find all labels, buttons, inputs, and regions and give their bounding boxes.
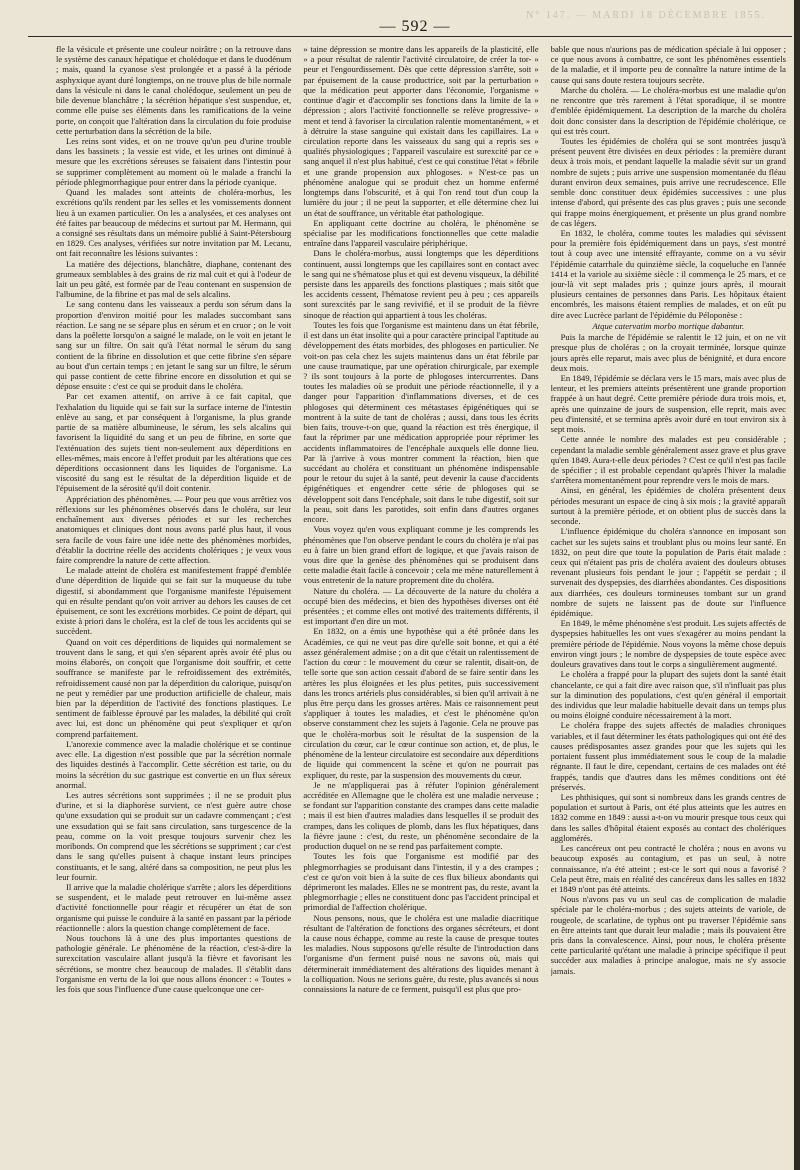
- paragraph: Toutes les fois que l'organisme est maintenu dans un état fébrile, il est dans un état insolite qui a pour caractère principal l'aptitude au développement des états morbides, des phlogoses en particulier. Ne voit-on pas cela chez les sujets maintenus dans un état fébrile par une cause traumatique, par une opération chirurgicale, par exemple ? ils sont toujours à la porte de phlogoses intercurrentes. Dans toutes les maladies où se produit une période réactionnelle, il y a danger pour l'apparition d'inflammations diverses, et de ces phlogoses qui déterminent ces métastases épigénétiques qui se montrent à la suite de tant de choléras ; aussi, dans tous les écrits bien faits, trouve-t-on que, quand la réaction est très énergique, il faut la réprimer par une médication appropriée pour réprimer les accidents inflammatoires de l'encéphale auxquels elle donne lieu. Par là j'arrive à vous montrer comment la réaction, bien que succédant au choléra et constituant un phénomène indispensable pour le retour du sujet à la santé, peut devenir la cause d'accidents épigénétiques et engendrer cette série de phlogoses qui se développent soit dans l'encéphale, soit dans le tube digestif, soit sur la peau, soit dans les parotides, soit enfin dans d'autres organes encore.: [303, 319, 539, 525]
- paragraph: Par cet examen attentif, on arrive à ce fait capital, que l'exhalation du liquide qui se fait sur la surface interne de l'intestin enlève au sang, et par conséquent à l'organisme, la plus grande partie de sa matière albumineuse, le sérum, les sels alcalins qui favorisent la liquidité du sang et un peu de fibrine, en sorte que l'exténuation des sujets tient non-seulement aux déperditions en elles-mêmes, mais encore à l'effet produit par les altérations que ces déperditions occasionnent dans les liquides de l'organisme. La viscosité du sang est le résultat de la déperdition liquide et de l'épuisement de la sérosité qu'il doit contenir.: [56, 391, 292, 494]
- paragraph: La matière des déjections, blanchâtre, diaphane, contenant des grumeaux semblables à des grains de riz mal cuit et qui à l'odeur de lait un peu gâté, est formée par de l'eau contenant en suspension de l'albumine, de la fibrine et pas mal de sels alcalins.: [56, 258, 292, 300]
- paragraph: Le sang contenu dans les vaisseaux a perdu son sérum dans la proportion d'environ moitié pour les malades succombant sans réaction. Le sang ne se sépare plus en sérum et en cruor ; on le voit dans la poêlette lorsqu'on a saigné le malade, on le voit en jetant le sang sur un filtre. On sait qu'à l'état normal le sérum du sang contient de la fibrine en dissolution et que cette fibrine s'en sépare au bout d'un certain temps ; en jetant le sang sur un filtre, le sérum qui passe contient de cette fibrine encore en dissolution et qui se dépose ensuite : c'est ce qui se produit dans le choléra.: [56, 299, 292, 392]
- paragraph: Les cancéreux ont peu contracté le choléra ; nous en avons vu beaucoup exposés au contagium, et pas un seul, à notre connaissance, n'a été atteint ; est-ce le sort qui nous a favorisé ? Cela peut être, mais en réalité des cancéreux dans les salles en 1832 et 1849 n'ont pas été atteints.: [550, 843, 786, 894]
- paragraph: Toutes les fois que l'organisme est modifié par des phlegmorrhagies se produisant dans l'intestin, il y a des crampes ; c'est ce qu'on voit bien à la suite de ces flux bilieux abondants qui déprimeront les malades. Elles ne se montrent pas, du reste, avant la phlegmorrhagie ; elles ne constituent donc pas l'accident principal et primordial de l'affection cholérique.: [303, 851, 539, 913]
- paragraph: En 1849, le même phénomène s'est produit. Les sujets affectés de dyspepsies habituelles les ont vues s'exagérer au moins pendant la première période de l'épidémie. Nous voyons la même chose depuis environ vingt jours ; le nombre de dyspepsies de toute espèce avec douleurs gravatives dans tout le corps a singulièrement augmenté.: [550, 618, 786, 670]
- paragraph: Le choléra frappe des sujets affectés de maladies chroniques variables, et il faut déterminer les états pathologiques qui ont été des causes prédisposantes assez grandes pour que les sujets qui les portaient fussent plus immédiatement sous le coup de la maladie régnante. Il faut le dire, cependant, certains de ces malades ont été frappés, tandis que d'autres dans les mêmes conditions ont été préservés.: [550, 720, 786, 792]
- paragraph: » taine dépression se montre dans les appareils de la plasticité, elle » a pour résultat de ralentir l'activité circulatoire, de créer la tor- » peur et l'engourdissement. Dès que cette dépression s'arrête, soit » par épuisement de la cause productrice, soit par la perturbation » que la médication peut apporter dans l'économie, l'organisme » continue d'agir et d'accomplir ses fonctions dans la limite de la » dépression ; alors l'activité fonctionnelle se relève progressive- » ment et tend à favoriser la circulation ralentie momentanément, » et à détruire la stase sanguine qui existait dans les capillaires. La » circulation reporte dans les vaisseaux du sang qui a repris ses » qualités physiologiques ; l'appareil vasculaire est surexcité par ce » sang anquel il n'est plus habitué, c'est ce qui constitue l'état » fébrile et une grande propension aux phlogoses. » N'est-ce pas un phénomène analogue qui se produit chez un homme enfermé longtemps dans l'obscurité, et à qui l'on rend tout d'un coup la lumière du jour ; il ne peut la supporter, et elle détermine chez lui un état de souffrance, un véritable état pathologique.: [303, 44, 539, 218]
- running-head: N° 147. — MARDI 18 DÉCEMBRE 1855.: [525, 10, 766, 21]
- header-rule: [28, 36, 792, 37]
- paragraph: En 1849, l'épidémie se déclara vers le 15 mars, mais avec plus de lenteur, et les premiers atteints présentèrent une grande proportion frappée à un haut degré. Cette première période dura trois mois, et, après une quinzaine de jours de suspension, elle reprit, mais avec peu d'intensité, et se termina après avoir duré en tout environ six à sept mois.: [550, 373, 786, 435]
- paragraph: Le choléra a frappé pour la plupart des sujets dont la santé était chancelante, ce qui a fait dire avec raison que, s'il n'influait pas plus sur la diminution des populations, c'est qu'en général il emportait des individus que leur maladie habituelle devait dans un temps plus ou moins éloigné conduire nécessairement à la mort.: [550, 669, 786, 721]
- paragraph: Les autres sécrétions sont supprimées ; il ne se produit plus d'urine, et si la diaphorèse survient, ce n'est guère autre chose qu'une exsudation qui se produit sur un cadavre commençant ; c'est une exsudation qui se fait sans circulation, sans turgescence de la peau, comme on la voit presque toujours survenir chez les moribonds. On comprend que les sécrétions se suppriment ; car c'est dans le sang qu'elles puisent à chaque instant leurs principes constituants, et le sang, altéré dans sa composition, ne peut plus les leur fournir.: [56, 789, 292, 882]
- paragraph: Appréciation des phénomènes. — Pour peu que vous arrêtiez vos réflexions sur les phénomènes observés dans le choléra, sur leur enchaînement aux diverses périodes et sur les recherches anatomiques et cliniques dont nous avons parlé plus haut, il vous sera facile de vous faire une idée nette des phénomènes morbides, d'établir la doctrine réelle des accidents cholériques ; je veux vous faire comprendre la nature de cette affection.: [56, 493, 292, 565]
- paragraph: bable que nous n'aurions pas de médication spéciale à lui opposer ; ce que nous avons à combattre, ce sont les phénomènes essentiels de la maladie, et il importe peu de connaître la nature intime de la cause qui sans doute restera toujours secrète.: [550, 44, 786, 85]
- column-3: [551, 44, 786, 1154]
- paragraph: Toutes les épidémies de choléra qui se sont montrées jusqu'à présent peuvent être divisées en deux périodes : la première durant deux à trois mois, et pendant laquelle la maladie sévit sur un grand nombre de sujets ; puis arrive une suspension momentanée du fléau durant environ deux semaines, puis arrive une recrudescence. Elle semble donc constituer deux épidémies successives : une plus intense d'abord, qui présente des cas plus graves ; puis une seconde qui frappe moins énergiquement, et présente un plus grand nombre de cas légers.: [550, 135, 786, 228]
- paragraph: En appliquant cette doctrine au choléra, le phénomène se spécialise par les modifications fonctionnelles que cette maladie entraîne dans l'appareil vasculaire périphérique.: [303, 217, 539, 249]
- paragraph: En 1832, le choléra, comme toutes les maladies qui sévissent pour la première fois épidémiquement dans un pays, s'est montré tout à coup avec une intensité effrayante, comme on a vu sévir l'épidémie catarrhale du quinzième siècle, la coqueluche en l'année 1414 et la variole au sixième siècle : il commença le 25 mars, et ce jour-là vit sept malades pris ; quinze jours après, il mourait plusieurs centaines de personnes dans Paris. Les hôpitaux étaient encombrés, les maisons étaient remplies de malades, et on eût pu dire avec Lucrèce parlant de l'épidémie du Péloponèse :: [550, 227, 786, 320]
- paragraph: Nous pensons, nous, que le choléra est une maladie diacritique résultant de l'altération de fonctions des organes sécréteurs, et dont la cause nous échappe, comme au reste la cause de presque toutes les maladies. Nous supposons qu'elle résulte de l'introduction dans l'organisme d'un ferment puisé nous ne savons où, mais qui déterminerait immédiatement des altérations des liquides menant à la colliquation. Nous ne serions guère, du reste, plus avancés si nous connaissions la nature de ce ferment, puisqu'il est plus que pro-: [303, 912, 539, 995]
- paragraph: Nature du choléra. — La découverte de la nature du choléra a occupé bien des médecins, et bien des hypothèses diverses ont été présentées ; et comme elles ont motivé des traitements différents, il est important d'en dire un mot.: [303, 585, 539, 627]
- paragraph: Le malade atteint de choléra est manifestement frappé d'emblée d'une déperdition de liquide qui se fait sur la muqueuse du tube digestif, si abondamment que l'organisme manifeste l'épuisement qui en résulte pendant qu'on voit arriver au dehors les causes de cet épuisement, ce sont les excrétions morbides. Ce point de départ, qui existe à priori dans le choléra, est la clef de tous les accidents qui se succèdent.: [56, 565, 292, 637]
- paragraph: fle la vésicule et présente une couleur noirâtre ; on la retrouve dans le système des canaux hépatique et cholédoque et dans le duodénum ; mais, quand la cyanose s'est prolongée et a passé à la période asphyxique ayant duré longtemps, on ne trouve plus de bile normale dans la vésicule ni dans le canal cholédoque, seulement un peu de bile devenue blanchâtre ; la sécrétion hépatique s'est suspendue, et, comme elle puise ses éléments dans les ramifications de la veine porte, on conçoit que l'altération dans la circulation du foie produise cette perturbation dans la sécrétion de la bile.: [56, 44, 292, 136]
- paragraph: L'influence épidémique du choléra s'annonce en imposant son cachet sur les sujets sains et troublant plus ou moins leur santé. En 1832, on peut dire que toute la population de Paris était malade : ceux qui n'étaient pas pris de choléra avaient des douleurs obtuses revenant plusieurs fois pendant le jour ; l'appétit se perdait ; il survenait des dyspepsies, des diarrhées abondantes. Ces dispositions aux diarrhées, ces douleurs tormineuses tombant sur un grand nombre de sujets ne laissent pas de doute sur l'influence épidémique.: [550, 526, 786, 619]
- paragraph: Nous touchons là à une des plus importantes questions de pathologie générale. Le phénomène de la réaction, c'est-à-dire la surexcitation vasculaire allant jusqu'à la fièvre et favorisant les sécrétions, se montre chez beaucoup de malades. Il s'établit dans l'organisme en vertu de la loi que nous allons énoncer : « Toutes » les fois que sous l'influence d'une cause quelconque une cer-: [56, 933, 292, 995]
- quotation: Atque catervatim morbo mortique dabantur.: [592, 320, 745, 331]
- paragraph: Quand on voit ces déperditions de liquides qui normalement se trouvent dans le sang, et qui s'en séparent après avoir été plus ou moins élaborés, on conçoit que l'organisme doit souffrir, et cette souffrance se manifeste par le refroidissement des extrémités, refroidissement causé non par la déperdition du calorique, puisqu'on ne peut y remédier par une production artificielle de chaleur, mais bien par la déperdition de l'activité des fonctions plastiques. Le sentiment de faiblesse éprouvé par les malades, la débilité qui croît avec lui, est donc un phénomène qui peut s'expliquer et qu'on comprend parfaitement.: [56, 636, 292, 739]
- paragraph: Cette année le nombre des malades est peu considérable ; cependant la maladie semble généralement assez grave et plus grave qu'en 1849. Aura-t-elle deux périodes ? C'est ce qu'il n'est pas facile de spécifier ; il est probable cependant qu'après l'hiver la maladie s'arrêtera momentanément pour reprendre vers le mois de mars.: [550, 434, 786, 486]
- paragraph: Les phthisiques, qui sont si nombreux dans les grands centres de population et surtout à Paris, ont été plus atteints que les autres en 1832 comme en 1849 : aussi a-t-on vu mourir presque tous ceux qui dans les salles d'hôpital étaient exposés au contact des cholériques agglomérés.: [550, 791, 786, 843]
- text-columns: [56, 44, 786, 1154]
- paragraph: Marche du choléra. — Le choléra-morbus est une maladie qu'on ne rencontre que très rarement à l'état sporadique, il se montre d'emblée épidémiquement. La description de la marche du choléra doit donc consister dans la description de l'épidémie cholérique, ce qui est très court.: [550, 84, 786, 136]
- paragraph: Quand les malades sont atteints de choléra-morbus, les excrétions qu'ils rendent par les selles et les vomissements donnent lieu à un examen particulier. On les a analysées, et ces analyses ont été faites par beaucoup de médecins et surtout par M. Hermann, qui a consigné ses résultats dans un mémoire publié à Saint-Pétersbourg en 1829. Ces analyses, vérifiées sur notre invitation par M. Lecanu, ont fait reconnaître les lésions suivantes :: [56, 187, 292, 259]
- column-2: [303, 44, 538, 1154]
- paragraph: Je ne m'appliquerai pas à réfuter l'opinion généralement accréditée en Allemagne que le choléra est une maladie nerveuse ; se fondant sur l'apparition constante des crampes dans cette maladie ; mais il est bien d'autres maladies dans lesquelles il se produit des crampes, dans les coliques de plomb, dans les flux hépatiques, dans la fièvre jaune : c'est, du reste, un phénomène secondaire de la production duquel on ne se rend pas parfaitement compte.: [303, 779, 539, 852]
- page-header: [40, 8, 790, 36]
- column-1: [56, 44, 291, 1154]
- paragraph: Puis la marche de l'épidémie se ralentit le 12 juin, et on ne vit presque plus de choléras ; on la croyait terminée, lorsque quinze jours après elle reparut, mais avec plus de bénignité, et dura encore deux mois.: [550, 332, 786, 373]
- paragraph: L'anorexie commence avec la maladie cholérique et se continue avec elle. La digestion n'est possible que par la sécrétion normale des liquides destinés à l'accomplir. Cette sécrétion est tarie, ou du moins la sécrétion du suc gastrique est convertie en un flux séreux anormal.: [56, 738, 292, 790]
- paragraph: Vous voyez qu'en vous expliquant comme je les comprends les phénomènes que l'on observe pendant le cours du choléra je n'ai pas eu à faire un bien grand effort de logique, et que j'avais raison de vous dire que la genèse des phénomènes qui se produisent dans cette maladie était facile à concevoir ; cela me mène naturellement à vous entretenir de la nature proprement dite du choléra.: [303, 524, 539, 586]
- paragraph: Nous n'avons pas vu un seul cas de complication de maladie spéciale par le choléra-morbus ; des sujets atteints de variole, de rougeole, de scarlatine, de typhus ont pu traverser l'épidémie sans en être atteints tant que durait leur maladie ; mais ils pouvaient être pris dans la convalescence. Ainsi, pour nous, le choléra présente cette particularité qu'étant une maladie à principe spécifique il peut succéder aux maladies à principe analogue, mais ne s'y associe jamais.: [550, 894, 786, 976]
- page-number: — 592 —: [379, 18, 451, 35]
- paragraph: Il arrive que la maladie cholérique s'arrête ; alors les déperditions se suspendent, et le malade peut retrouver en lui-même assez d'activité fonctionnelle pour réagir et récupérer un état de son organisme qui puisse le conduire à la santé en passant par la période réactionnelle : alors la question change complètement de face.: [56, 881, 292, 933]
- page-edge: [794, 0, 800, 1170]
- paragraph: Dans le choléra-morbus, aussi longtemps que les déperditions continuent, aussi longtemps que les capillaires sont en contact avec le sang qui ne s'hématose plus et qui est devenu visqueux, la débilité persiste dans les appareils des fonctions plastiques ; mais sitôt que les accidents cessent, l'hématose revient peu à peu ; ces appareils sont surexcités par le sang revivifié, et il se produit de la fièvre sinoque de réaction qui appartient à tous les choléras.: [303, 248, 539, 320]
- paragraph: Les reins sont vides, et on ne trouve qu'un peu d'urine trouble dans les bassinets ; la vessie est vide, et les urines ont diminué à mesure que les excrétions séreuses se faisaient dans l'intestin pour se supprimer complètement au moment où le malade a franchi la période phlegmorrhagique pour entrer dans la période cyanique.: [56, 135, 292, 187]
- paragraph: En 1832, on a émis une hypothèse qui a été prônée dans les Académies, ce qui ne veut pas dire qu'elle soit bonne, et qui a été assez généralement admise ; on a dit que c'était un ralentissement de l'action du cœur : le mouvement du cœur se ralentit, disait-on, de telle sorte que son action cessait d'abord de se faire sentir dans les artères les plus éloignées et les plus petites, puis successivement dans les troncs artériels plus considérables, si bien qu'il arrivait à ne plus être perçu dans les grosses artères. Mais ce raisonnement peut s'appliquer à toutes les maladies, et c'est le phénomène qu'on observe constamment chez les sujets à l'agonie. Cela ne prouve pas que le choléra-morbus soit le résultat de la suspension de la circulation du cœur, car le cœur continue son action, et, de plus, le phénomène de la lenteur circulatoire est secondaire aux déperditions de liquide qui commencent la scène et qu'on ne pourrait pas expliquer, du reste, par la suspension des mouvements du cœur.: [303, 626, 539, 780]
- paragraph: Ainsi, en général, les épidémies de choléra présentent deux périodes mesurant un espace de cinq à six mois ; la gravité apparaît surtout à la première période, et on obtient plus de succès dans la seconde.: [550, 485, 786, 527]
